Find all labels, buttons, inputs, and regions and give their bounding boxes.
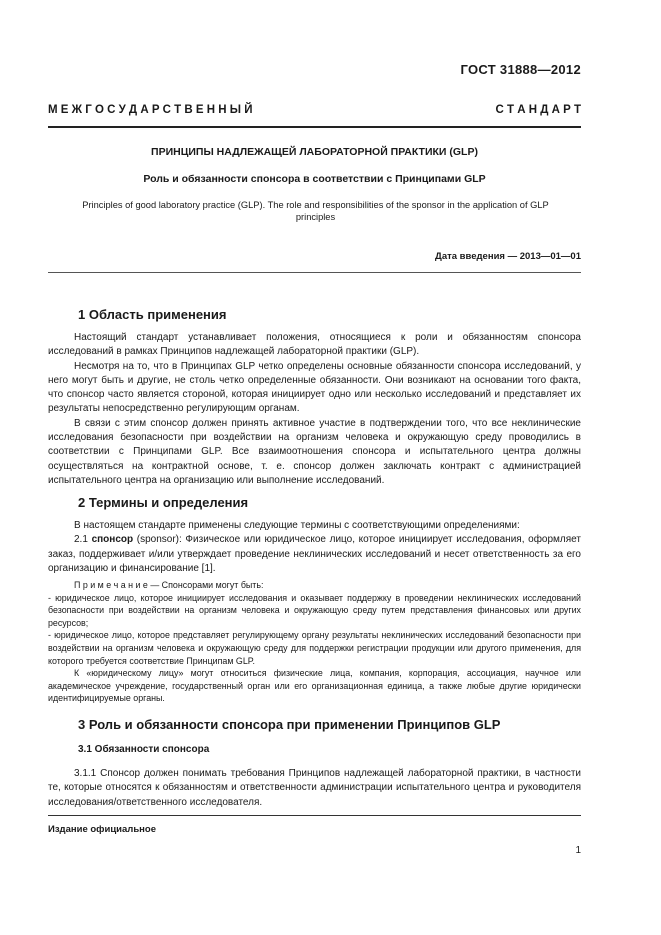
paragraph: 3.1.1 Спонсор должен понимать требования Принципов надлежащей лабораторной практики, в частности те, которые относятся к обязанностям и ответственности администрации испытательного центра и руководителя исследования/ответственного исследователя. [48, 768, 581, 808]
english-title: Principles of good laboratory practice (GLP). The role and responsibilities of the sponsor in the application of GLP principles [82, 200, 549, 222]
section-1-body [48, 331, 581, 488]
note-intro: Спонсорами могут быть: [161, 580, 264, 590]
section-1-heading: 1 Область применения [78, 307, 227, 322]
subtitle: Роль и обязанности спонсора в соответствии с Принципами GLP [143, 173, 486, 185]
paragraph: В настоящем стандарте применены следующие термины с соответствующими определениями: [74, 520, 520, 531]
main-title: ПРИНЦИПЫ НАДЛЕЖАЩЕЙ ЛАБОРАТОРНОЙ ПРАКТИКИ (GLP) [151, 146, 478, 158]
standard-number: ГОСТ 31888—2012 [460, 62, 581, 77]
definition-text: (sponsor): Физическое или юридическое лицо, которое инициирует исследования, оформляет заказ, поддерживает и/или утверждает проведение неклинических исследований и несет ответственность за его организацию и финансирование [1]. [48, 534, 581, 574]
standard-type-banner [48, 104, 581, 116]
note-block [48, 579, 581, 705]
paragraph: Несмотря на то, что в Принципах GLP четко определены основные обязанности спонсора исследований, у него могут быть и другие, не столь четко определенные обязанности. Они возникают на основании того факта, что спонсор часто является стороной, которая инициирует одно или несколько исследований и представляет их результаты непосредственно регулирующим органам. [48, 360, 581, 415]
banner-right: С Т А Н Д А Р Т [495, 104, 581, 116]
section-3-body [48, 767, 581, 810]
note-heading [48, 579, 581, 592]
section-3-heading: 3 Роль и обязанности спонсора при применении Принципов GLP [78, 717, 501, 732]
edition-label: Издание официальное [48, 824, 156, 835]
definition-number: 2.1 [74, 534, 92, 546]
header-rule [48, 126, 581, 128]
note-item: К «юридическому лицу» могут относиться физические лица, компания, корпорация, ассоциация, научное или академическое учреждение, государственный орган или его организационная единица, а также любые другие юридически идентифицируемые органы. [48, 668, 581, 704]
note-item: - юридическое лицо, которое инициирует исследования и оказывает поддержку в проведении неклинических исследований безопасности при воздействии на организм человека и окружающую среду путем представления финансовых или других ресурсов; [48, 592, 581, 628]
banner-left: М Е Ж Г О С У Д А Р С Т В Е Н Н Ы Й [48, 104, 253, 116]
introduction-date: Дата введения — 2013—01—01 [435, 251, 581, 262]
note-label: П р и м е ч а н и е — [74, 580, 162, 590]
section-2-body [48, 519, 581, 576]
page-number: 1 [575, 845, 581, 856]
paragraph: В связи с этим спонсор должен принять активное участие в подтверждении того, что все неклинические исследования безопасности при воздействии на организм человека и окружающую среду проводились в соответствии с Принципами GLP. Все взаимоотношения спонсора и испытательного центра должны осуществляться на контрактной основе, т. е. спонсор должен заключать контракт с администрацией испытательного центра на организацию или выполнение исследований. [48, 417, 581, 486]
section-2-heading: 2 Термины и определения [78, 495, 249, 510]
title-rule [48, 272, 581, 273]
subsection-3-1-heading: 3.1 Обязанности спонсора [78, 744, 210, 755]
note-item: - юридическое лицо, которое представляет регулирующему органу результаты неклинических исследований безопасности при воздействии на организм человека и окружающую среду для поддержки регистрации продукции или другого применения, для которого требуется соответствие Принципам GLP. [48, 630, 581, 666]
definition-term: спонсор [91, 534, 134, 546]
footer-rule [48, 815, 581, 816]
definition [48, 533, 581, 576]
paragraph: Настоящий стандарт устанавливает положения, относящиеся к роли и обязанностям спонсора исследований в рамках Принципов надлежащей лабораторной практики (GLP). [48, 332, 581, 358]
